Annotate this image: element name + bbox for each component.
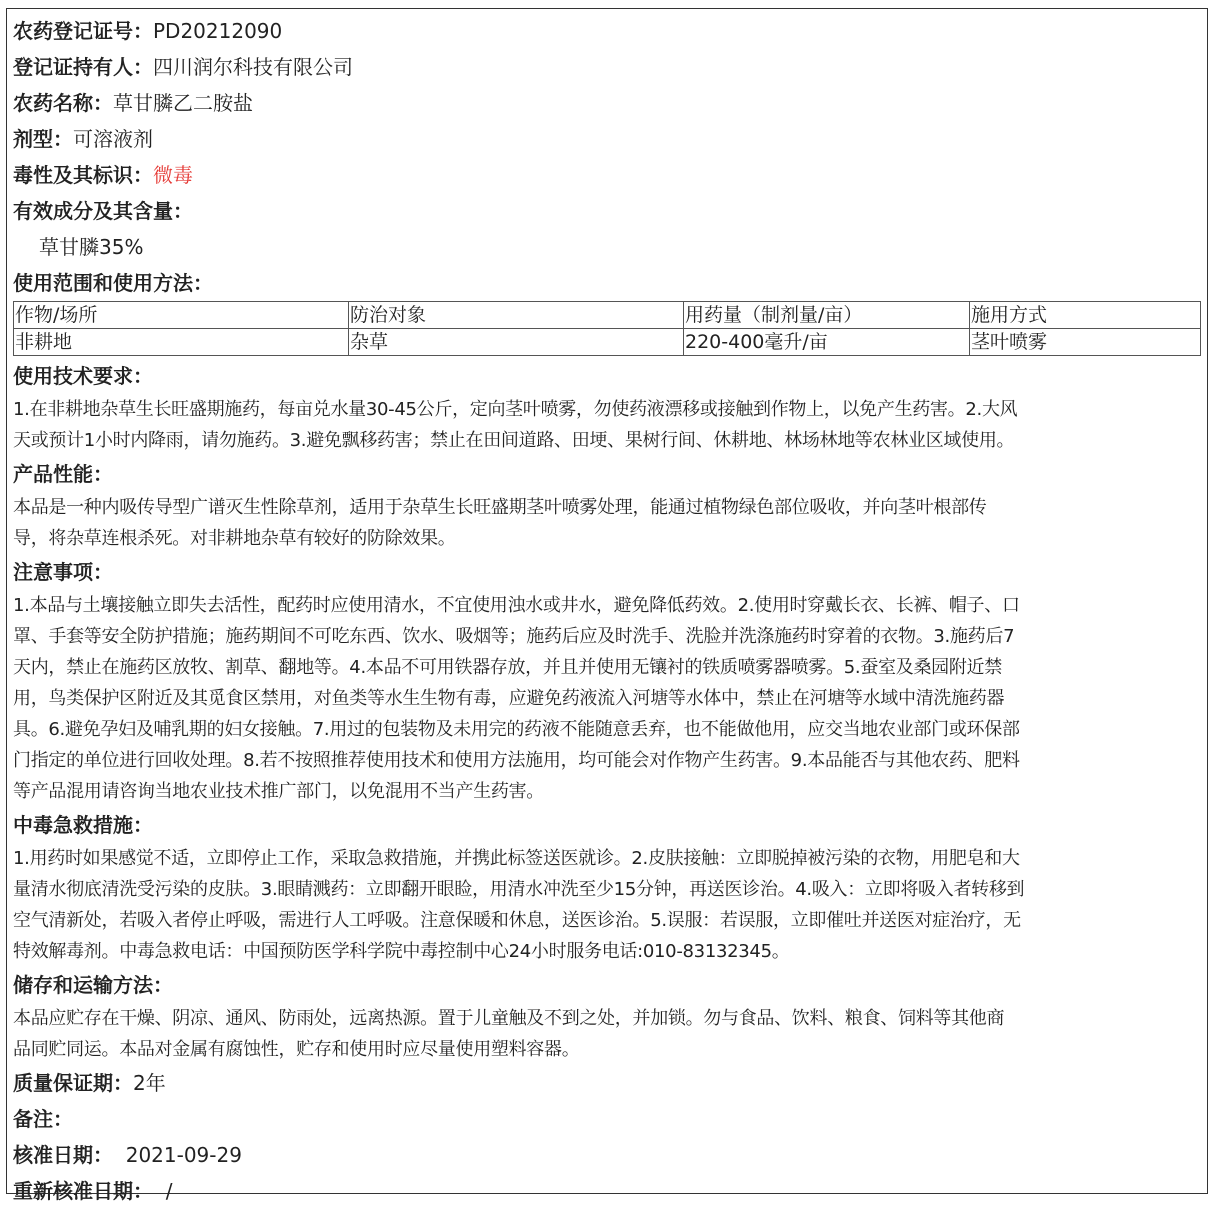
usage-cell: 非耕地 xyxy=(14,329,349,356)
tech-row xyxy=(13,358,1201,394)
registration-info-panel xyxy=(6,8,1208,1203)
reg-no-row xyxy=(13,13,1201,49)
shelf-label: 质量保证期： xyxy=(13,1071,133,1095)
holder-row xyxy=(13,49,1201,85)
firstaid-line: 1.用药时如果感觉不适，立即停止工作，采取急救措施，并携此标签送医就诊。2.皮肤接触：立即脱掉被污染的衣物，用肥皂和大 xyxy=(13,848,1020,869)
notes-paragraph xyxy=(13,590,1201,807)
formulation-label: 剂型： xyxy=(13,127,73,151)
firstaid-row xyxy=(13,807,1201,843)
usage-cell: 220-400毫升/亩 xyxy=(684,329,970,356)
performance-row xyxy=(13,456,1201,492)
approval-value: 2021-09-29 xyxy=(125,1143,242,1167)
firstaid-line: 量清水彻底清洗受污染的皮肤。3.眼睛溅药：立即翻开眼睑，用清水冲洗至少15分钟，再送医诊治。4.吸入：立即将吸入者转移到 xyxy=(13,879,1025,900)
performance-line: 导，将杂草连根杀死。对非耕地杂草有较好的防除效果。 xyxy=(13,528,456,549)
notes-line: 具。6.避免孕妇及哺乳期的妇女接触。7.用过的包装物及未用完的药液不能随意丢弃，也不能做他用，应交当地农业部门或环保部 xyxy=(13,719,1020,740)
holder-value: 四川润尔科技有限公司 xyxy=(153,55,353,79)
reg-no-label: 农药登记证号： xyxy=(13,19,153,43)
notes-line: 等产品混用请咨询当地农业技术推广部门，以免混用不当产生药害。 xyxy=(13,781,544,802)
ingredient-label: 有效成分及其含量： xyxy=(13,199,193,223)
toxicity-row xyxy=(13,157,1201,193)
ingredient-value: 草甘膦35% xyxy=(39,235,144,259)
notes-line: 罩、手套等安全防护措施；施药期间不可吃东西、饮水、吸烟等；施药后应及时洗手、洗脸并洗涤施药时穿着的衣物。3.施药后7 xyxy=(13,626,1015,647)
name-label: 农药名称： xyxy=(13,91,113,115)
performance-paragraph xyxy=(13,492,1201,554)
reg-no-value: PD20212090 xyxy=(153,19,283,43)
usage-cell: 杂草 xyxy=(349,329,684,356)
storage-paragraph xyxy=(13,1003,1201,1065)
name-row xyxy=(13,85,1201,121)
storage-row xyxy=(13,967,1201,1003)
shelf-value: 2年 xyxy=(133,1071,166,1095)
formulation-value: 可溶液剂 xyxy=(73,127,153,151)
usage-table xyxy=(13,301,1201,356)
toxicity-value: 微毒 xyxy=(153,163,193,187)
firstaid-label: 中毒急救措施： xyxy=(13,813,153,837)
storage-line: 本品应贮存在干燥、阴凉、通风、防雨处，远离热源。置于儿童触及不到之处，并加锁。勿与食品、饮料、粮食、饲料等其他商 xyxy=(13,1008,1005,1029)
shelf-row xyxy=(13,1065,1201,1101)
approval-row xyxy=(13,1137,1201,1173)
performance-line: 本品是一种内吸传导型广谱灭生性除草剂，适用于杂草生长旺盛期茎叶喷雾处理，能通过植物绿色部位吸收，并向茎叶根部传 xyxy=(13,497,987,518)
usage-table-row xyxy=(14,329,1201,356)
holder-label: 登记证持有人： xyxy=(13,55,153,79)
tech-label: 使用技术要求： xyxy=(13,364,153,388)
name-value: 草甘膦乙二胺盐 xyxy=(113,91,253,115)
tech-line: 1.在非耕地杂草生长旺盛期施药，每亩兑水量30-45公斤，定向茎叶喷雾，勿使药液漂移或接触到作物上，以免产生药害。2.大风 xyxy=(13,399,1018,420)
usage-row xyxy=(13,265,1201,301)
usage-header-cell: 防治对象 xyxy=(349,302,684,329)
reapproval-value: / xyxy=(165,1179,173,1203)
firstaid-paragraph xyxy=(13,843,1201,967)
notes-line: 用，鸟类保护区附近及其觅食区禁用，对鱼类等水生生物有毒，应避免药液流入河塘等水体中，禁止在河塘等水域中清洗施药器 xyxy=(13,688,1005,709)
toxicity-label: 毒性及其标识： xyxy=(13,163,153,187)
usage-cell: 茎叶喷雾 xyxy=(970,329,1201,356)
approval-label: 核准日期： xyxy=(13,1143,113,1167)
storage-label: 储存和运输方法： xyxy=(13,973,173,997)
usage-header-cell: 施用方式 xyxy=(970,302,1201,329)
performance-label: 产品性能： xyxy=(13,462,113,486)
notes-line: 门指定的单位进行回收处理。8.若不按照推荐使用技术和使用方法施用，均可能会对作物产生药害。9.本品能否与其他农药、肥料 xyxy=(13,750,1020,771)
notes-line: 天内，禁止在施药区放牧、割草、翻地等。4.本品不可用铁器存放，并且并使用无镶衬的铁质喷雾器喷雾。5.蚕室及桑园附近禁 xyxy=(13,657,1002,678)
firstaid-line: 特效解毒剂。中毒急救电话：中国预防医学科学院中毒控制中心24小时服务电话:010-83132345。 xyxy=(13,941,790,962)
firstaid-line: 空气清新处，若吸入者停止呼吸，需进行人工呼吸。注意保暖和休息，送医诊治。5.误服：若误服，立即催吐并送医对症治疗，无 xyxy=(13,910,1021,931)
notes-label: 注意事项： xyxy=(13,560,113,584)
usage-label: 使用范围和使用方法： xyxy=(13,271,213,295)
tech-line: 天或预计1小时内降雨，请勿施药。3.避免飘移药害；禁止在田间道路、田埂、果树行间、休耕地、林场林地等农林业区域使用。 xyxy=(13,430,1015,451)
usage-header-row xyxy=(14,302,1201,329)
usage-header-cell: 用药量（制剂量/亩） xyxy=(684,302,970,329)
notes-line: 1.本品与土壤接触立即失去活性，配药时应使用清水，不宜使用浊水或井水，避免降低药效。2.使用时穿戴长衣、长裤、帽子、口 xyxy=(13,595,1020,616)
usage-header-cell: 作物/场所 xyxy=(14,302,349,329)
ingredient-row xyxy=(13,193,1201,229)
reapproval-label: 重新核准日期： xyxy=(13,1179,153,1203)
remark-label: 备注： xyxy=(13,1107,73,1131)
formulation-row xyxy=(13,121,1201,157)
storage-line: 品同贮同运。本品对金属有腐蚀性，贮存和使用时应尽量使用塑料容器。 xyxy=(13,1039,580,1060)
remark-row xyxy=(13,1101,1201,1137)
notes-row xyxy=(13,554,1201,590)
tech-paragraph xyxy=(13,394,1201,456)
